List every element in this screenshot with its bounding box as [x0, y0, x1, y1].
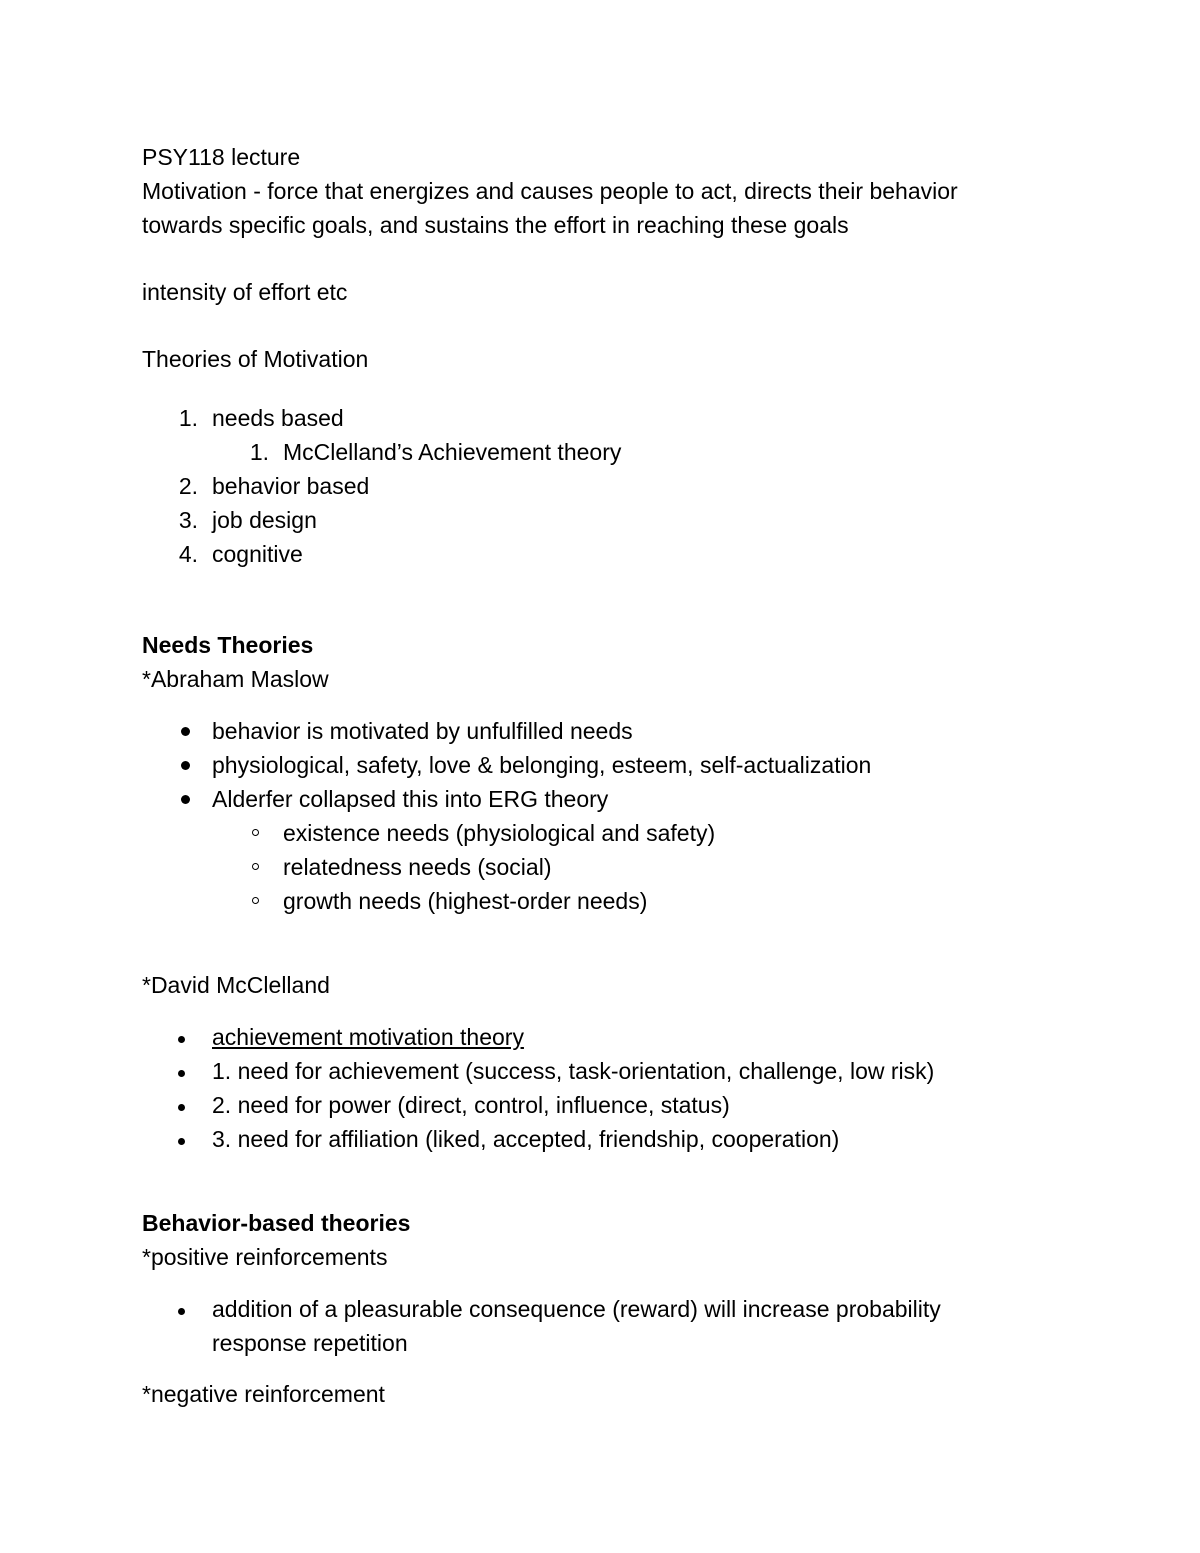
list-item: behavior based [212, 473, 370, 499]
list-item: Alderfer collapsed this into ERG theory [212, 786, 609, 812]
bullet-disc-icon [178, 1070, 185, 1077]
list-item: 2. need for power (direct, control, influence, status) [212, 1092, 730, 1118]
bullet-disc-icon [181, 761, 190, 770]
bullet-circle-icon [252, 863, 259, 870]
mcclelland-label: *David McClelland [142, 972, 330, 998]
needs-heading: Needs Theories [142, 632, 314, 658]
sublist-item: existence needs (physiological and safety) [283, 820, 716, 846]
bullet-circle-icon [252, 829, 259, 836]
list-item: cognitive [212, 541, 303, 567]
list-number: 1. [178, 405, 198, 431]
bullet-disc-icon [178, 1104, 185, 1111]
list-number: 3. [178, 507, 198, 533]
positive-reinforcement-label: *positive reinforcements [142, 1244, 388, 1270]
list-number: 2. [178, 473, 198, 499]
bullet-disc-icon [178, 1308, 185, 1315]
definition-line-2: towards specific goals, and sustains the effort in reaching these goals [142, 212, 849, 238]
bullet-disc-icon [178, 1036, 185, 1043]
document-title: PSY118 lecture [142, 144, 301, 170]
list-item: physiological, safety, love & belonging, esteem, self-actualization [212, 752, 872, 778]
note-line: intensity of effort etc [142, 279, 348, 305]
list-item: 3. need for affiliation (liked, accepted, friendship, cooperation) [212, 1126, 840, 1152]
list-item-continuation: response repetition [212, 1330, 408, 1356]
list-item: 1. need for achievement (success, task-orientation, challenge, low risk) [212, 1058, 935, 1084]
list-number: 4. [178, 541, 198, 567]
sublist-item: McClelland’s Achievement theory [283, 439, 622, 465]
definition-line-1: Motivation - force that energizes and causes people to act, directs their behavior [142, 178, 958, 204]
sublist-number: 1. [249, 439, 269, 465]
maslow-label: *Abraham Maslow [142, 666, 329, 692]
achievement-theory-link: achievement motivation theory [212, 1024, 524, 1050]
bullet-disc-icon [181, 727, 190, 736]
behavior-heading: Behavior-based theories [142, 1210, 411, 1236]
list-item: addition of a pleasurable consequence (reward) will increase probability [212, 1296, 941, 1322]
bullet-circle-icon [252, 897, 259, 904]
theories-heading: Theories of Motivation [142, 346, 369, 372]
sublist-item: growth needs (highest-order needs) [283, 888, 648, 914]
negative-reinforcement-label: *negative reinforcement [142, 1381, 385, 1407]
bullet-disc-icon [178, 1138, 185, 1145]
bullet-disc-icon [181, 795, 190, 804]
sublist-item: relatedness needs (social) [283, 854, 552, 880]
list-item: job design [212, 507, 317, 533]
list-item: needs based [212, 405, 344, 431]
list-item: behavior is motivated by unfulfilled needs [212, 718, 633, 744]
